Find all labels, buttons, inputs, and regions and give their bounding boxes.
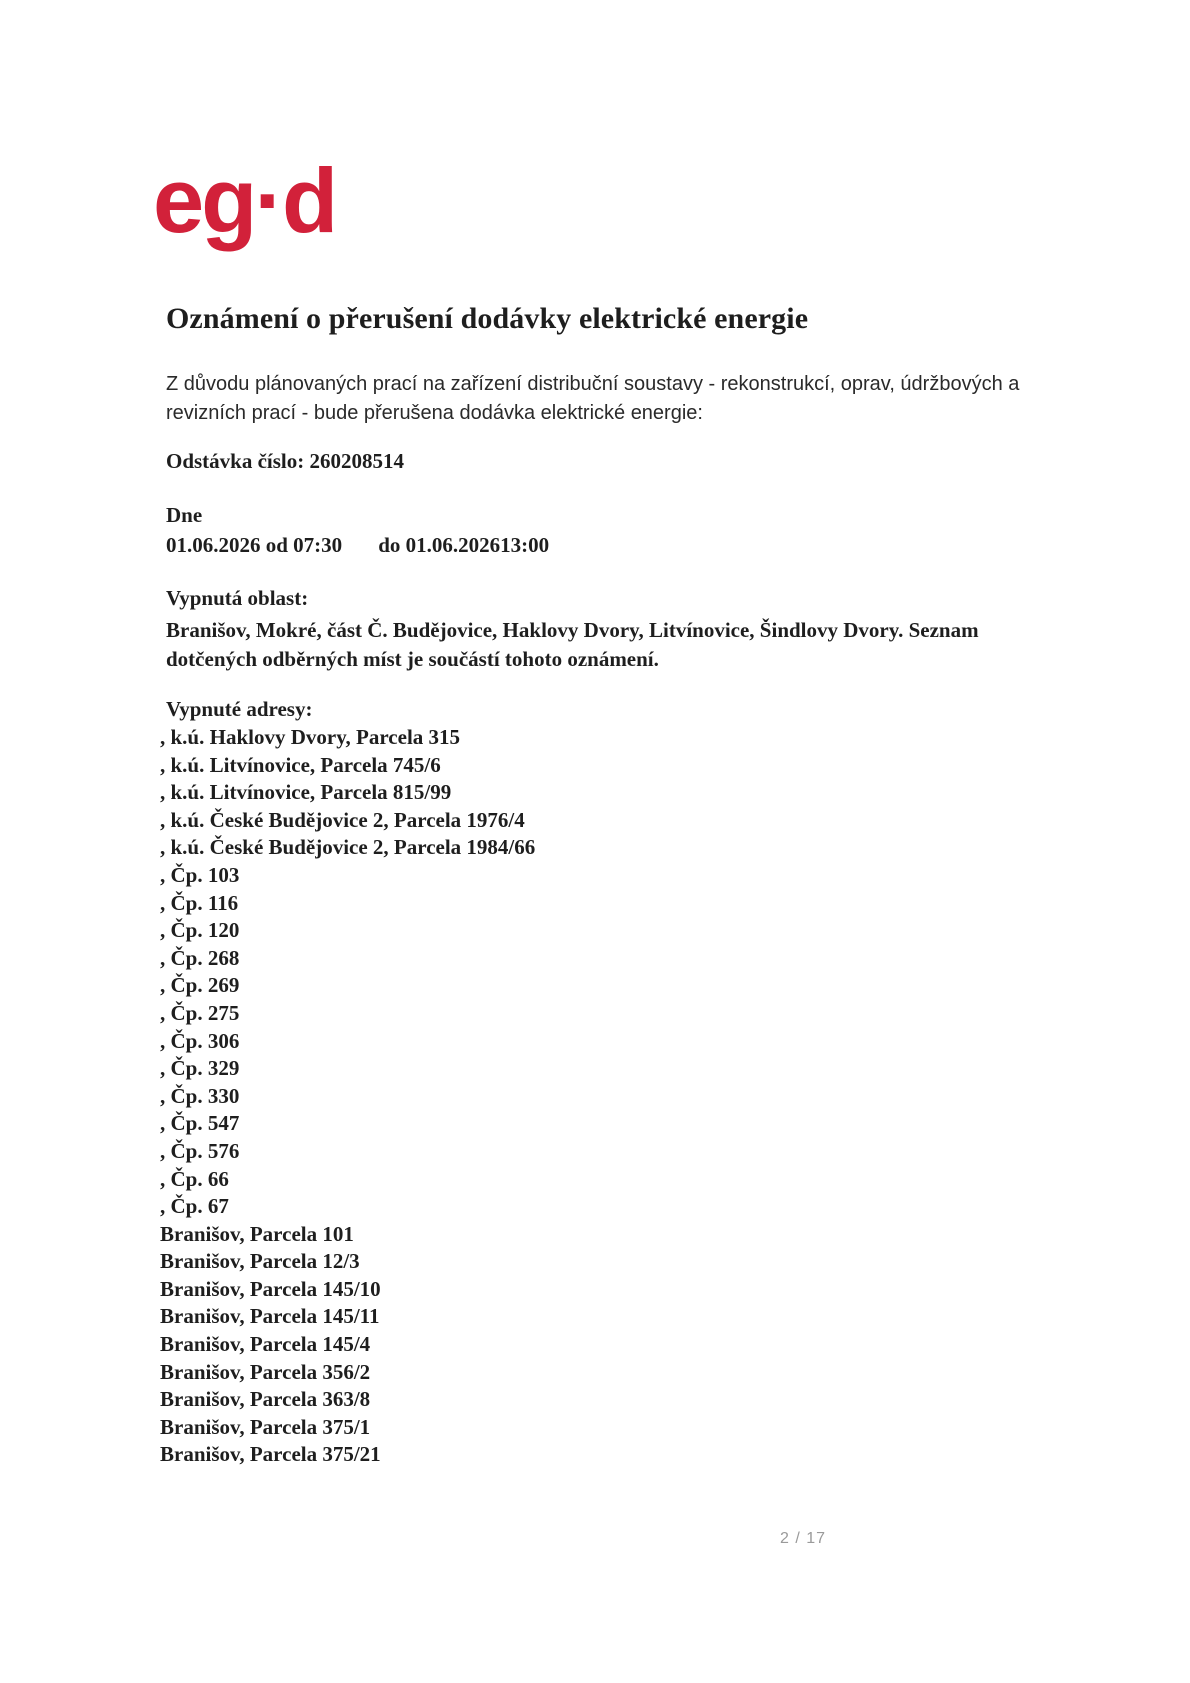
list-item: , Čp. 103 [160,862,240,887]
egd-logo [153,166,368,266]
area-text: Branišov, Mokré, část Č. Budějovice, Haklovy Dvory, Litvínovice, Šindlovy Dvory. Seznam dotčených odběrných míst je součástí tohoto oznámení. [166,618,979,671]
list-item: , Čp. 66 [160,1166,229,1191]
list-item: , Čp. 116 [160,890,239,915]
area-label: Vypnutá oblast: [166,586,309,610]
date-from: 01.06.2026 od 07:30 [166,533,343,557]
list-item: , k.ú. Litvínovice, Parcela 745/6 [160,752,441,777]
list-item: , Čp. 269 [160,973,240,998]
list-item: , Čp. 330 [160,1083,240,1108]
list-item: Branišov, Parcela 356/2 [160,1359,371,1384]
list-item: , Čp. 306 [160,1028,240,1053]
addresses-label: Vypnuté adresy: [166,697,313,721]
intro-text: Z důvodu plánovaných prací na zařízení distribuční soustavy - rekonstrukcí, oprav, údržbových a revizních prací - bude přerušena dodávka elektrické energie: [166,373,1020,424]
list-item: , k.ú. Litvínovice, Parcela 815/99 [160,780,452,805]
list-item: , Čp. 67 [160,1194,229,1219]
list-item: Branišov, Parcela 375/21 [160,1442,381,1467]
outage-number: Odstávka číslo: 260208514 [166,449,405,473]
date-range [166,533,549,558]
list-item: , Čp. 120 [160,918,240,943]
list-item: Branišov, Parcela 101 [160,1221,354,1246]
logo-text: eg·d [153,166,336,252]
date-label: Dne [166,503,203,527]
page-title: Oznámení o přerušení dodávky elektrické energie [166,302,809,335]
list-item: Branišov, Parcela 375/1 [160,1414,371,1439]
list-item: Branišov, Parcela 145/11 [160,1304,380,1329]
page-number: 2 / 17 [780,1530,827,1547]
list-item: Branišov, Parcela 363/8 [160,1387,371,1412]
list-item: , k.ú. České Budějovice 2, Parcela 1976/4 [160,807,525,832]
list-item: , k.ú. České Budějovice 2, Parcela 1984/66 [160,835,536,860]
list-item: , Čp. 268 [160,945,240,970]
address-list [160,724,535,1469]
date-to: do 01.06.202613:00 [378,533,550,557]
list-item: Branišov, Parcela 145/4 [160,1332,371,1357]
list-item: , Čp. 275 [160,1000,240,1025]
list-item: , Čp. 329 [160,1056,240,1081]
list-item: , Čp. 576 [160,1138,240,1163]
list-item: , Čp. 547 [160,1111,240,1136]
list-item: Branišov, Parcela 12/3 [160,1249,360,1274]
list-item: , k.ú. Haklovy Dvory, Parcela 315 [160,725,461,749]
list-item: Branišov, Parcela 145/10 [160,1276,381,1301]
